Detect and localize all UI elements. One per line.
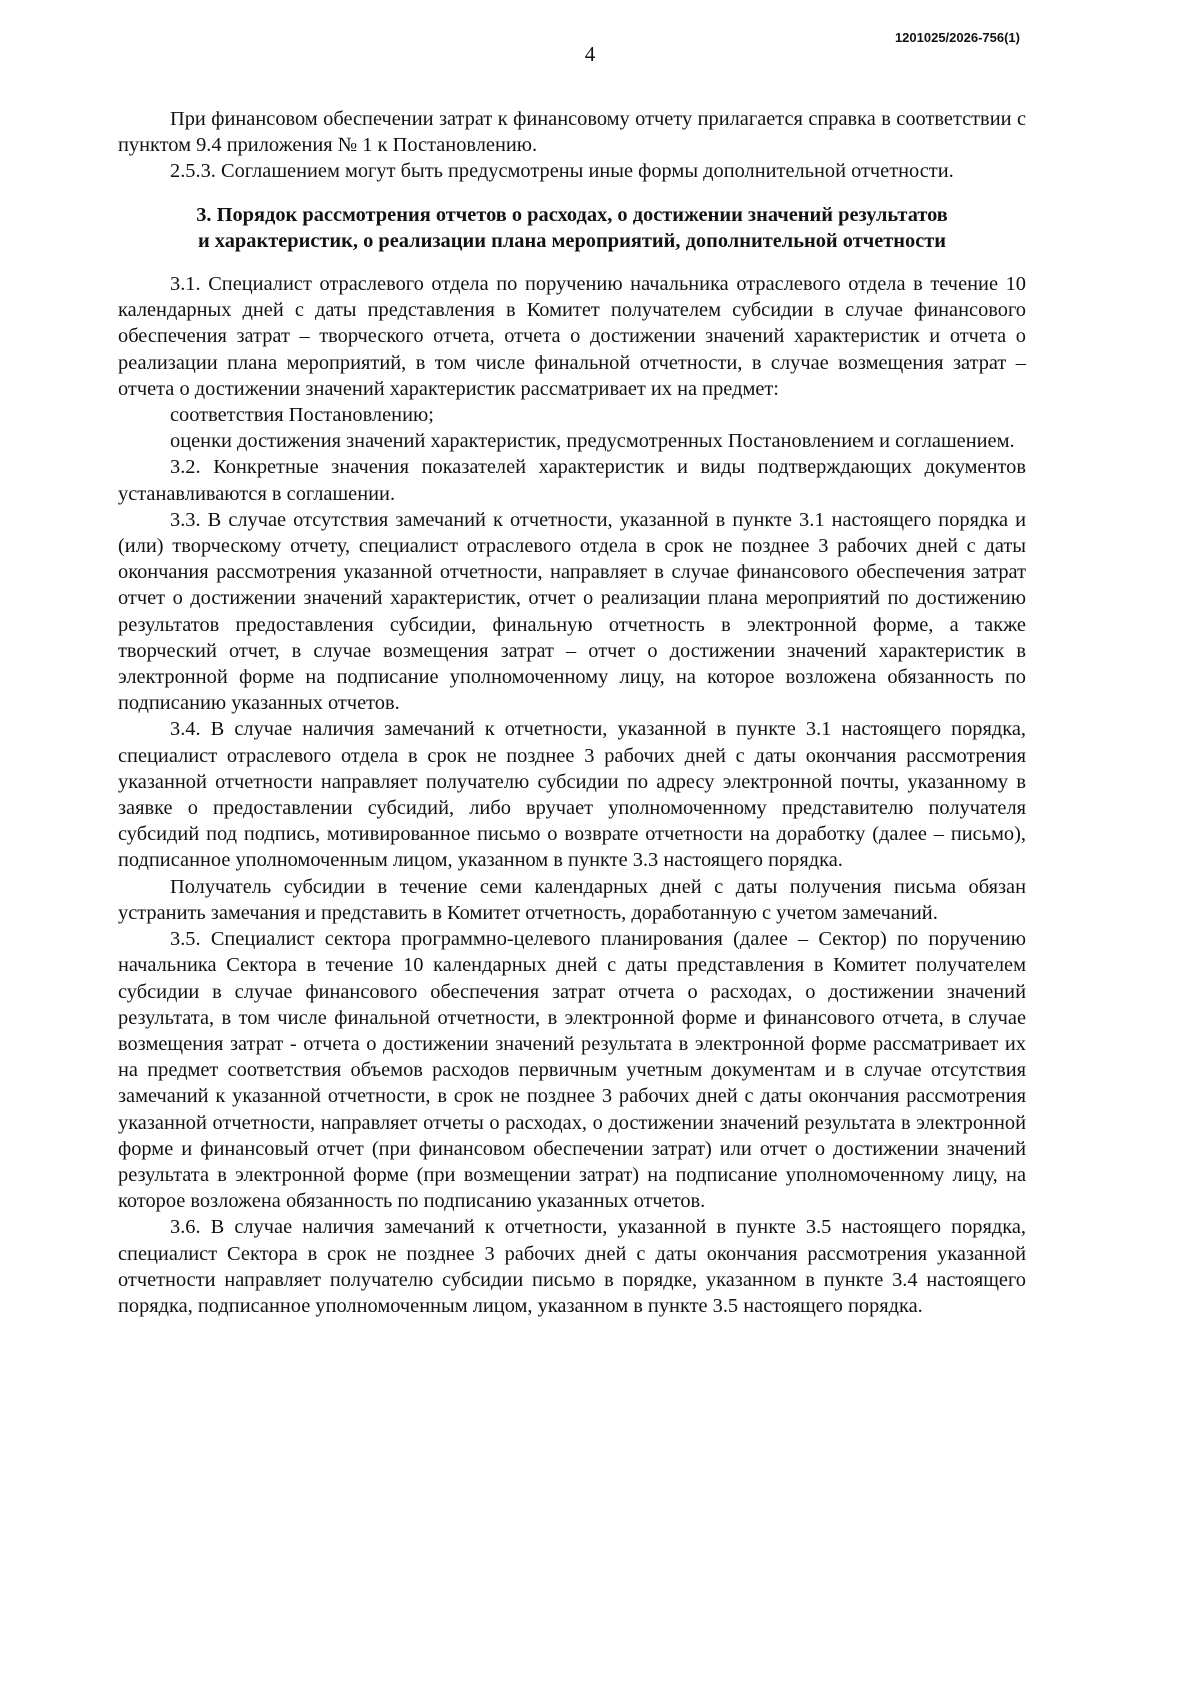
paragraph-3-1-item-2: оценки достижения значений характеристик, предусмотренных Постановлением и соглашением. <box>170 430 1015 453</box>
paragraph-3-5: 3.5. Специалист сектора программно-целевого планирования (далее – Сектор) по поручению начальника Сектора в течение 10 календарных дней с даты представления в Комитет получателем субсидии в случае финансового обеспечения затрат отчета о расходах, о достижении значений результата, в том числе финальной отчетности, в электронной форме и финансового отчета, в случае возмещения затрат - отчета о достижении значений результата в электронной форме рассматривает их на предмет соответствия объемов расходов первичным учетным документам и в случае отсутствия замечаний к указанной отчетности, в срок не позднее 3 рабочих дней с даты окончания рассмотрения указанной отчетности, направляет отчеты о расходах, о достижении значений результата в электронной форме и финансовый отчет (при финансовом обеспечении затрат) или отчет о достижении значений результата в электронной форме (при возмещении затрат) на подписание уполномоченному лицу, на которое возложена обязанность по подписанию указанных отчетов. <box>118 928 1026 1213</box>
section-title-line-2: и характеристик, о реализации плана мероприятий, дополнительной отчетности <box>197 229 947 252</box>
paragraph-3-1: 3.1. Специалист отраслевого отдела по поручению начальника отраслевого отдела в течение 10 календарных дней с даты представления в Комитет получателем субсидии в случае финансового обеспечения затрат – творческого отчета, отчета о достижении значений характеристик и отчета о реализации плана мероприятий, в том числе финальной отчетности, в случае возмещения затрат – отчета о достижении значений характеристик рассматривает их на предмет: <box>118 273 1026 400</box>
paragraph-3-4-recipient: Получатель субсидии в течение семи календарных дней с даты получения письма обязан устранить замечания и представить в Комитет отчетность, доработанную с учетом замечаний. <box>118 875 1026 924</box>
paragraph-3-6: 3.6. В случае наличия замечаний к отчетности, указанной в пункте 3.5 настоящего порядка, специалист Сектора в срок не позднее 3 рабочих дней с даты окончания рассмотрения указанной отчетности направляет получателю субсидии письмо в порядке, указанном в пункте 3.4 настоящего порядка, подписанное уполномоченным лицом, указанном в пункте 3.5 настоящего порядка. <box>118 1216 1026 1317</box>
paragraph-attachment-note: При финансовом обеспечении затрат к финансовому отчету прилагается справка в соответствии с пунктом 9.4 приложения № 1 к Постановлению. <box>118 108 1026 157</box>
paragraph-3-3: 3.3. В случае отсутствия замечаний к отчетности, указанной в пункте 3.1 настоящего порядка и (или) творческому отчету, специалист отраслевого отдела в срок не позднее 3 рабочих дней с даты окончания рассмотрения указанной отчетности, направляет в случае финансового обеспечения затрат отчет о достижении значений характеристик, отчет о реализации плана мероприятий по достижению результатов предоставления субсидии, финальную отчетность в электронной форме, а также творческий отчет, в случае возмещения затрат – отчет о достижении значений характеристик в электронной форме на подписание уполномоченному лицу, на которое возложена обязанность по подписанию указанных отчетов. <box>118 508 1026 715</box>
paragraph-3-1-item-1: соответствия Постановлению; <box>170 404 434 427</box>
paragraph-3-4: 3.4. В случае наличия замечаний к отчетности, указанной в пункте 3.1 настоящего порядка, специалист отраслевого отдела в срок не позднее 3 рабочих дней с даты окончания рассмотрения указанной отчетности направляет получателю субсидии по адресу электронной почты, указанному в заявке о предоставлении субсидий, либо вручает уполномоченному представителю получателя субсидий под подпись, мотивированное письмо о возврате отчетности на доработку (далее – письмо), подписанное уполномоченным лицом, указанном в пункте 3.3 настоящего порядка. <box>118 718 1026 872</box>
document-code: 1201025/2026-756(1) <box>894 30 1020 45</box>
section-title-line-1: 3. Порядок рассмотрения отчетов о расходах, о достижении значений результатов <box>196 203 948 226</box>
section-title <box>118 202 1026 254</box>
paragraph-2-5-3: 2.5.3. Соглашением могут быть предусмотрены иные формы дополнительной отчетности. <box>170 160 954 183</box>
paragraph-3-2: 3.2. Конкретные значения показателей характеристик и виды подтверждающих документов устанавливаются в соглашении. <box>118 456 1026 505</box>
document-body <box>118 106 1026 1319</box>
page-number: 4 <box>584 42 596 66</box>
